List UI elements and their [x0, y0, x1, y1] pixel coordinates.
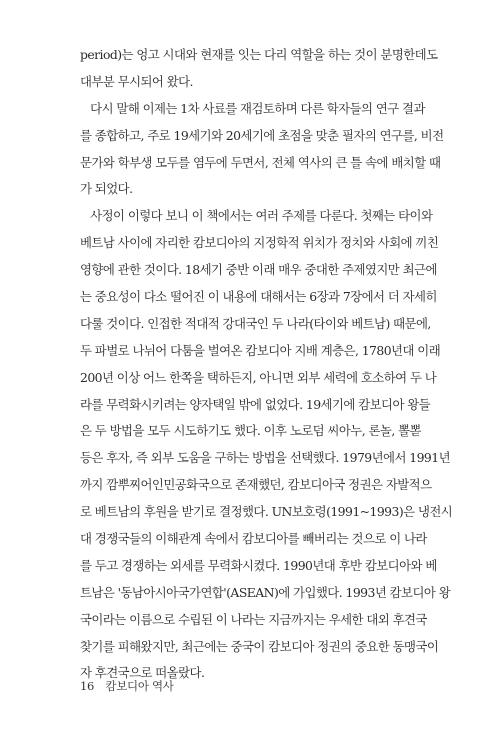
text-line: 라를 무력화시키려는 양자택일 밖에 없었다. 19세기에 캄보디아 왕들: [80, 396, 431, 412]
text-line: 영향에 관한 것이다. 18세기 중반 이래 매우 중대한 주제였지만 최근에: [80, 262, 437, 278]
text-line: 찾기를 피해왔지만, 최근에는 중국이 캄보디아 정권의 중요한 동맹국이: [80, 638, 439, 654]
text-line: 두 파벌로 나뉘어 다툼을 벌여온 캄보디아 지배 계층은, 1780년대 이래: [80, 342, 441, 358]
body-text: [80, 42, 453, 687]
text-line: 를 종합하고, 주로 19세기와 20세기에 초점을 맞춘 필자의 연구를, 비전: [80, 127, 444, 143]
text-line: period)는 엉고 시대와 현재를 잇는 다리 역할을 하는 것이 분명한데도: [80, 47, 438, 62]
text-line: 는 중요성이 다소 떨어진 이 내용에 대해서는 6장과 7장에서 더 자세히: [80, 289, 437, 305]
running-title: 캄보디아 역사: [105, 679, 174, 693]
text-line: 까지 깜뿌찌어인민공화국으로 존재했던, 캄보디아국 정권은 자발적으: [80, 477, 432, 493]
text-line: 베트남 사이에 자리한 캄보디아의 지정학적 위치가 정치와 사회에 끼친: [80, 235, 439, 251]
text-line: 다시 말해 이제는 1차 사료를 재검토하며 다른 학자들의 연구 결과: [80, 100, 425, 116]
text-line: 대부분 무시되어 왔다.: [80, 73, 193, 89]
text-line: 다룰 것이다. 인접한 적대적 강대국인 두 나라(타이와 베트남) 때문에,: [80, 315, 431, 331]
page-number: 16: [80, 679, 95, 693]
text-line: 대 경쟁국들의 이해관계 속에서 캄보디아를 빼버리는 것으로 이 나라: [80, 531, 427, 547]
text-line: 200년 이상 어느 한쪽을 택하든지, 아니면 외부 세력에 호소하여 두 나: [80, 369, 437, 385]
text-line: 등은 후자, 즉 외부 도움을 구하는 방법을 선택했다. 1979년에서 1991년: [80, 450, 451, 466]
text-line: 국이라는 이름으로 수립된 이 나라는 지금까지는 우세한 대외 후견국: [80, 611, 427, 627]
text-line: 은 두 방법을 모두 시도하기도 했다. 이후 노로덤 씨아누, 론놀, 뽈뽇: [80, 423, 421, 439]
text-line: 를 두고 경쟁하는 외세를 무력화시켰다. 1990년대 후반 캄보디아와 베: [80, 557, 437, 573]
text-line: 트남은 '동남아시아국가연합'(ASEAN)에 가입했다. 1993년 캄보디아 왕: [80, 584, 451, 600]
text-line: 로 베트남의 후원을 받기로 결정했다. UN보호령(1991~1993)은 냉전시: [80, 504, 453, 520]
text-line: 사정이 이렇다 보니 이 책에서는 여러 주제를 다룬다. 첫째는 타이와: [80, 208, 433, 224]
text-line: 문가와 학부생 모두를 염두에 두면서, 전체 역사의 큰 틀 속에 배치할 때: [80, 154, 441, 170]
text-line: 자 후견국으로 떠올랐다.: [80, 665, 205, 681]
page-footer: [80, 678, 174, 694]
text-line: 가 되었다.: [80, 181, 133, 197]
